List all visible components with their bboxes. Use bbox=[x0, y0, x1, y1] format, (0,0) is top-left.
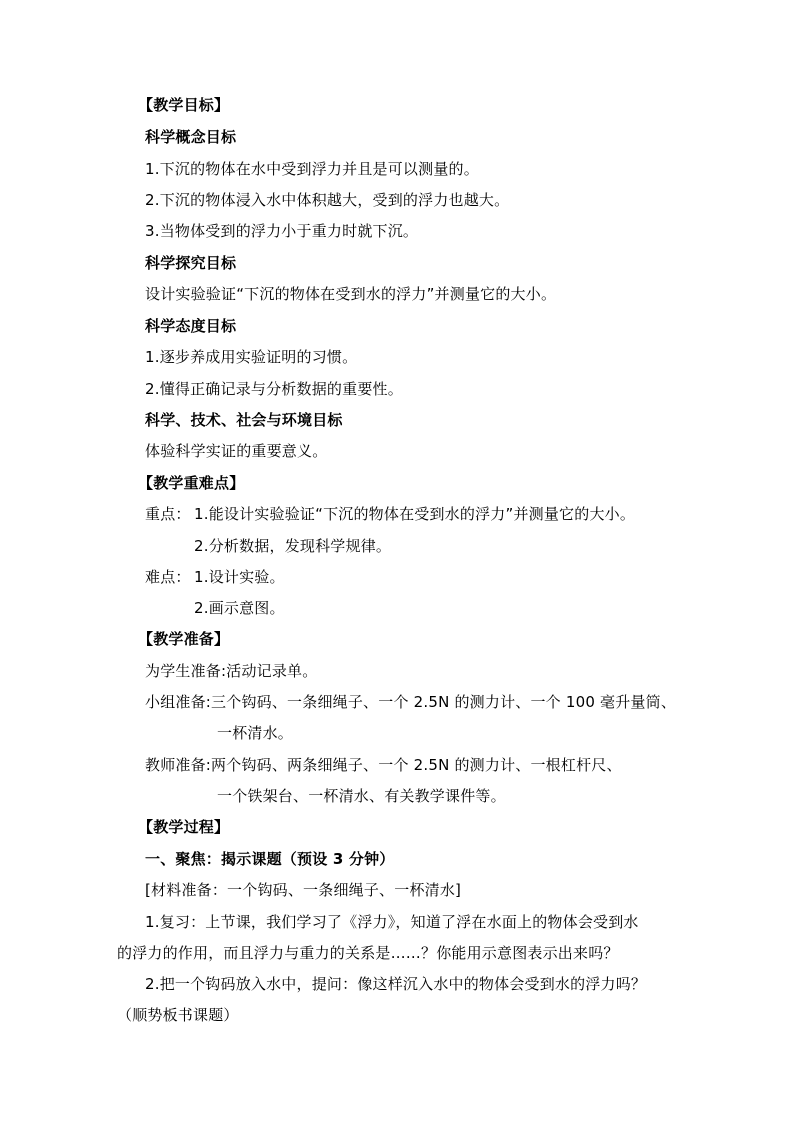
concept-goal-item: 3.当物体受到的浮力小于重力时就下沉。 bbox=[145, 222, 419, 240]
step-text-cont: 的浮力的作用，而且浮力与重力的关系是……？你能用示意图表示出来吗？ bbox=[117, 944, 619, 962]
preparation-heading: 【教学准备】 bbox=[138, 630, 230, 648]
step-text-cont: （顺势板书课题） bbox=[117, 1006, 239, 1024]
concept-goal-item: 2.下沉的物体浸入水中体积越大，受到的浮力也越大。 bbox=[145, 191, 510, 209]
inquiry-goal-title: 科学探究目标 bbox=[145, 254, 237, 272]
student-preparation: 为学生准备:活动记录单。 bbox=[145, 662, 318, 680]
teacher-preparation: 教师准备:两个钩码、两条细绳子、一个 2.5N 的测力计、一根杠杆尺、 bbox=[145, 756, 622, 774]
attitude-goal-item: 1.逐步养成用实验证明的习惯。 bbox=[145, 348, 358, 366]
sts-goal-text: 体验科学实证的重要意义。 bbox=[145, 442, 328, 460]
attitude-goal-title: 科学态度目标 bbox=[145, 317, 237, 335]
difficult-point-item: 1.设计实验。 bbox=[194, 568, 285, 586]
key-point-item: 2.分析数据，发现科学规律。 bbox=[194, 537, 392, 555]
goals-heading: 【教学目标】 bbox=[138, 96, 230, 114]
difficult-point-label: 难点： bbox=[145, 568, 191, 586]
difficult-point-item: 2.画示意图。 bbox=[194, 599, 285, 617]
step-text: 2.把一个钩码放入水中，提问：像这样沉入水中的物体会受到水的浮力吗？ bbox=[145, 975, 647, 993]
attitude-goal-item: 2.懂得正确记录与分析数据的重要性。 bbox=[145, 380, 403, 398]
materials-note: [材料准备：一个钩码、一条细绳子、一杯清水] bbox=[145, 881, 462, 899]
teacher-preparation-cont: 一个铁架台、一杯清水、有关教学课件等。 bbox=[217, 787, 506, 805]
process-heading: 【教学过程】 bbox=[138, 818, 230, 836]
step-text: 1.复习：上节课，我们学习了《浮力》，知道了浮在水面上的物体会受到水 bbox=[145, 913, 639, 931]
section-title: 一、聚焦：揭示课题（预设 3 分钟） bbox=[145, 850, 395, 868]
key-points-heading: 【教学重难点】 bbox=[138, 474, 245, 492]
sts-goal-title: 科学、技术、社会与环境目标 bbox=[145, 411, 343, 429]
concept-goal-title: 科学概念目标 bbox=[145, 128, 237, 146]
group-preparation-cont: 一杯清水。 bbox=[217, 724, 294, 742]
key-point-item: 1.能设计实验验证“下沉的物体在受到水的浮力”并测量它的大小。 bbox=[194, 505, 636, 523]
group-preparation: 小组准备:三个钩码、一条细绳子、一个 2.5N 的测力计、一个 100 毫升量筒、 bbox=[145, 693, 677, 711]
inquiry-goal-text: 设计实验验证“下沉的物体在受到水的浮力”并测量它的大小。 bbox=[145, 285, 557, 303]
key-point-label: 重点： bbox=[145, 505, 191, 523]
concept-goal-item: 1.下沉的物体在水中受到浮力并且是可以测量的。 bbox=[145, 160, 479, 178]
